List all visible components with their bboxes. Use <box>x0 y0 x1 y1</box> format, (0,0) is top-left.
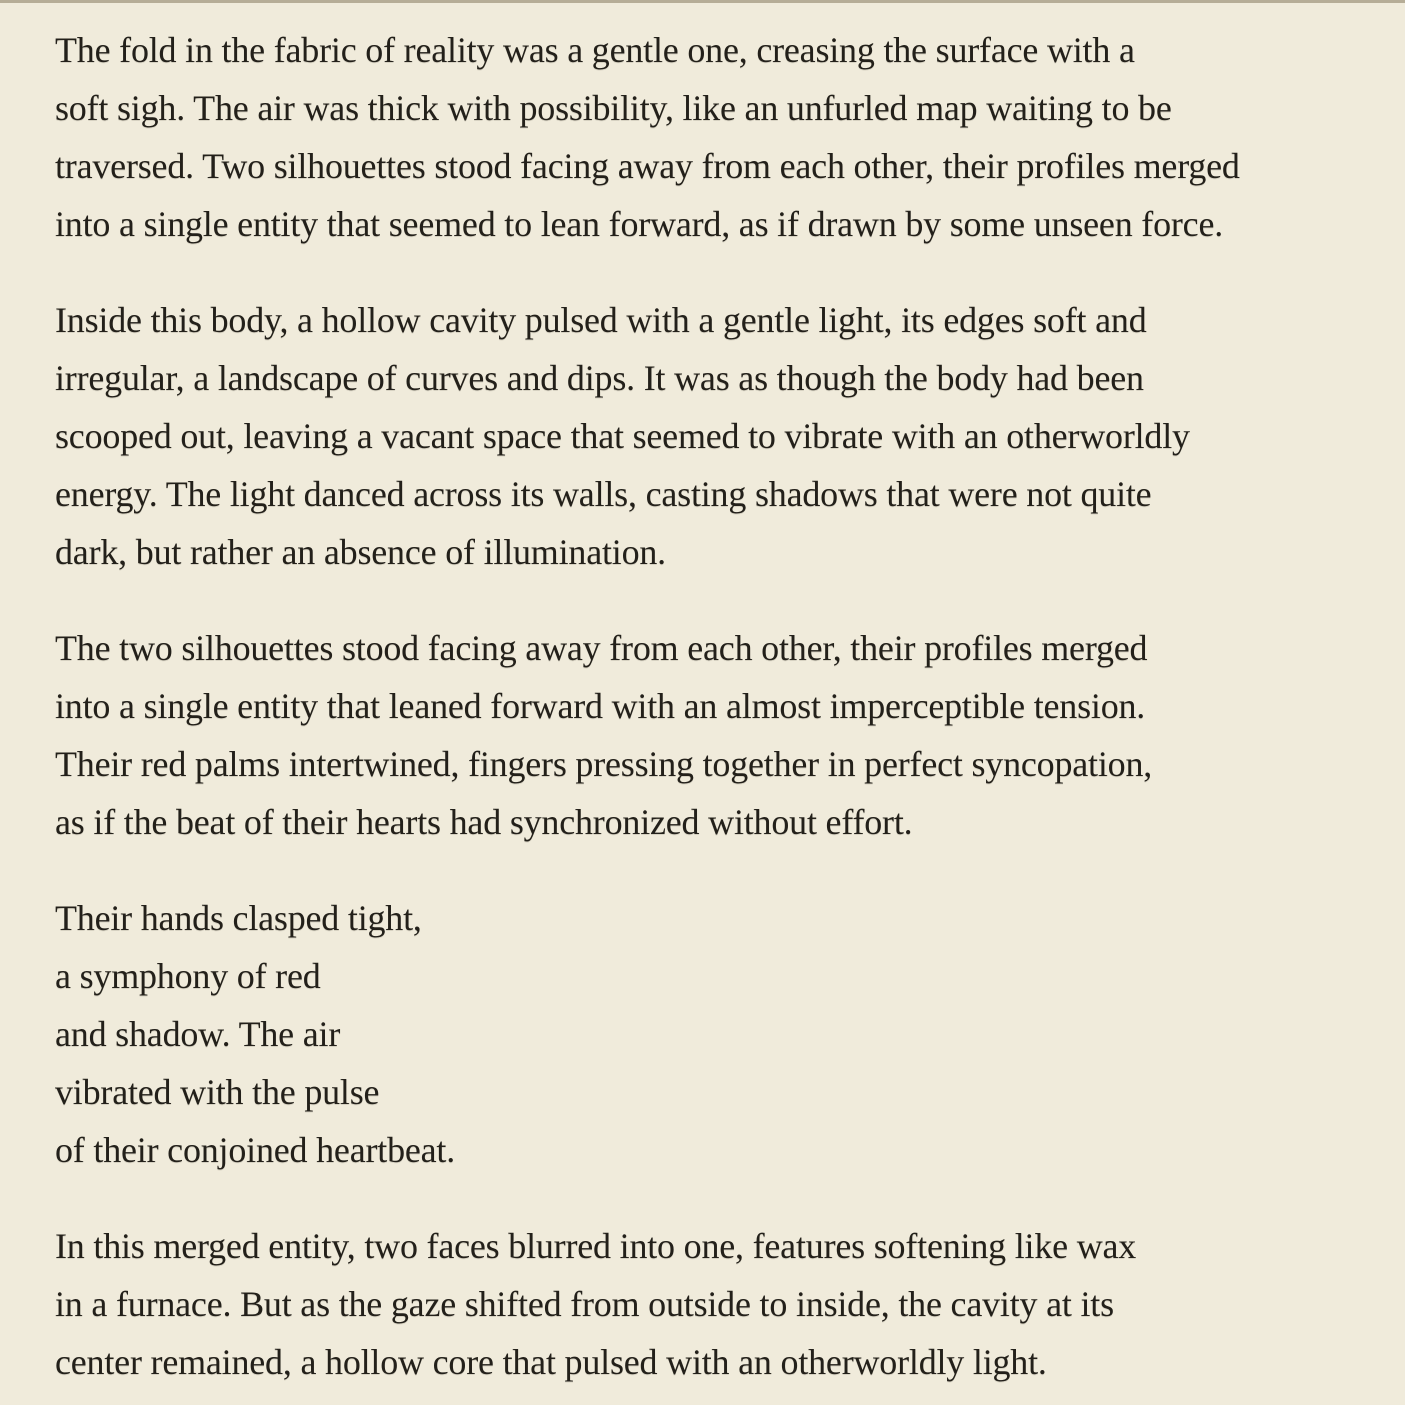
text-line: scooped out, leaving a vacant space that seemed to vibrate with an otherworldly <box>55 416 1190 456</box>
text-line: into a single entity that leaned forward with an almost imperceptible tension. <box>55 686 1146 726</box>
text-line: and shadow. The air <box>55 1014 341 1054</box>
text-line: Their hands clasped tight, <box>55 898 422 938</box>
text-content <box>55 21 1350 1391</box>
text-line: traversed. Two silhouettes stood facing away from each other, their profiles merged <box>55 146 1240 186</box>
text-line: of their conjoined heartbeat. <box>55 1130 456 1170</box>
prose-paragraph <box>55 21 1350 253</box>
text-line: The fold in the fabric of reality was a gentle one, creasing the surface with a <box>55 30 1135 70</box>
text-line: energy. The light danced across its walls, casting shadows that were not quite <box>55 474 1152 514</box>
text-line: In this merged entity, two faces blurred into one, features softening like wax <box>55 1226 1137 1266</box>
text-line: a symphony of red <box>55 956 321 996</box>
text-line: Their red palms intertwined, fingers pressing together in perfect syncopation, <box>55 744 1153 784</box>
document-body <box>0 3 1405 1405</box>
text-line: into a single entity that seemed to lean forward, as if drawn by some unseen force. <box>55 204 1224 244</box>
text-line: vibrated with the pulse <box>55 1072 380 1112</box>
text-line: soft sigh. The air was thick with possibility, like an unfurled map waiting to be <box>55 88 1172 128</box>
prose-paragraph <box>55 1217 1350 1391</box>
verse-stanza <box>55 889 1350 1179</box>
text-line: center remained, a hollow core that pulsed with an otherworldly light. <box>55 1342 1047 1382</box>
text-line: as if the beat of their hearts had synchronized without effort. <box>55 802 913 842</box>
prose-paragraph <box>55 619 1350 851</box>
prose-paragraph <box>55 291 1350 581</box>
text-line: dark, but rather an absence of illumination. <box>55 532 666 572</box>
text-line: The two silhouettes stood facing away from each other, their profiles merged <box>55 628 1148 668</box>
text-line: Inside this body, a hollow cavity pulsed with a gentle light, its edges soft and <box>55 300 1147 340</box>
text-line: in a furnace. But as the gaze shifted from outside to inside, the cavity at its <box>55 1284 1114 1324</box>
text-line: irregular, a landscape of curves and dips. It was as though the body had been <box>55 358 1144 398</box>
